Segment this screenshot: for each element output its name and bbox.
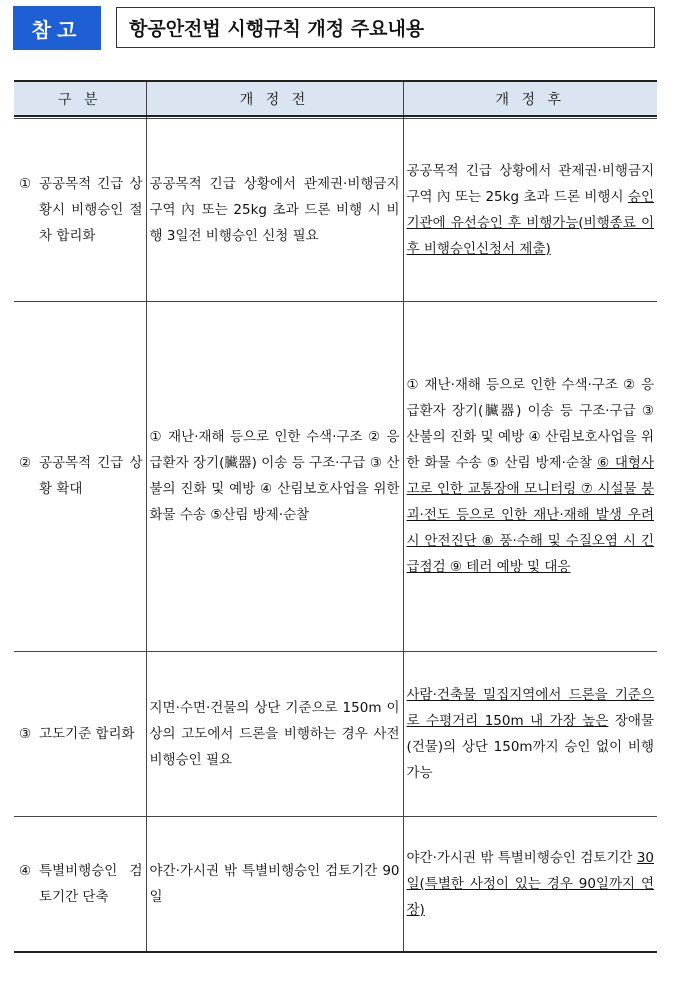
after-changed-text: 승인기관에 유선승인 후 비행가능(비행종료 이후 비행승인신청서 제출) [406,188,654,257]
after-changed-text: 30일(특별한 사정이 있는 경우 90일까지 연장) [406,849,654,918]
category-cell [14,651,146,816]
after-cell [403,651,657,816]
after-cell [403,118,657,301]
table-row [14,301,657,651]
before-cell: ① 재난·재해 등으로 인한 수색·구조 ② 응급환자 장기(臟器) 이송 등 구조·구급 ③ 산불의 진화 및 예방 ④ 산림보호사업을 위한 화물 수송 ⑤산림 방제·순찰 [146,301,403,651]
amendment-table [14,80,657,953]
after-text: ① 재난·재해 등으로 인한 수색·구조 ② 응급환자 장기(臟器) 이송 등 구조·구급 ③ 산불의 진화 및 예방 ④ 산림보호사업을 위한 화물 수송 ⑤ 산림 방제·순찰 [406,377,654,471]
table-row [14,651,657,816]
category-cell [14,301,146,651]
row-number: ③ [19,725,32,742]
after-changed-text: ⑥ 대형사고로 인한 교통장애 모니터링 ⑦ 시설물 붕괴·전도 등으로 인한 재난·재해 발생 우려 시 안전진단 ⑧ 풍·수해 및 수질오염 시 긴급점검 ⑨ 테러 예방 및 대응 [406,455,654,575]
after-text: 야간·가시권 밖 특별비행승인 검토기간 [406,849,637,866]
row-number: ① [19,175,32,192]
after-text: 장애물(건물)의 상단 150m까지 승인 없이 비행가능 [406,712,654,781]
before-cell: 야간·가시권 밖 특별비행승인 검토기간 90일 [146,816,403,952]
category-label: 고도기준 합리화 [39,725,135,742]
after-cell [403,301,657,651]
after-cell [403,816,657,952]
after-text: 공공목적 긴급 상황에서 관제권·비행금지구역 內 또는 25kg 초과 드론 비행시 [406,162,654,205]
column-header-category: 구 분 [14,81,146,116]
category-label: 공공목적 긴급 상황시 비행승인 절차 합리화 [39,175,143,244]
before-cell: 지면·수면·건물의 상단 기준으로 150m 이상의 고도에서 드론을 비행하는 경우 사전 비행승인 필요 [146,651,403,816]
table-row [14,816,657,952]
page-title: 항공안전법 시행규칙 개정 주요내용 [116,7,655,48]
category-cell [14,118,146,301]
after-changed-text: 사람·건축물 밀집지역에서 드론을 기준으로 수평거리 150m 내 가장 높은 [406,686,654,729]
table-header-row [14,81,657,116]
category-cell [14,816,146,952]
column-header-before: 개 정 전 [146,81,403,116]
row-number: ② [19,455,32,471]
column-header-after: 개 정 후 [403,81,657,116]
before-cell: 공공목적 긴급 상황에서 관제권·비행금지구역 內 또는 25kg 초과 드론 비행 시 비행 3일전 비행승인 신청 필요 [146,118,403,301]
category-label: 특별비행승인 검토기간 단축 [39,862,143,905]
category-label: 공공목적 긴급 상황 확대 [39,455,143,497]
row-number: ④ [19,862,32,879]
reference-badge: 참고 [13,6,101,50]
table-row [14,118,657,301]
